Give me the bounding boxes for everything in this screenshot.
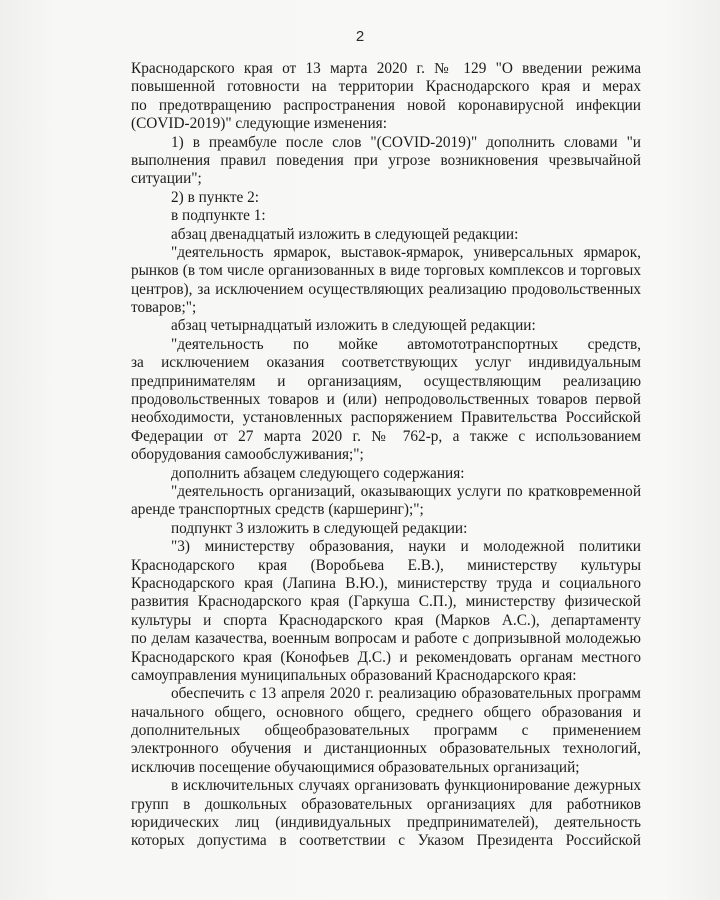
document-line: в исключительных случаях организовать функционирование дежурных [171,777,641,795]
document-line: "деятельность организаций, оказывающих услуги по кратковременной [171,482,641,500]
document-line: ситуации"; [131,170,202,188]
document-line: (COVID-2019)" следующие изменения: [131,115,387,133]
document-line: обеспечить с 13 апреля 2020 г. реализацию образовательных программ [171,685,641,703]
document-line: центров), за исключением осуществляющих реализацию продовольственных [131,280,641,298]
document-line: аренде транспортных средств (каршеринг);"; [131,501,424,519]
document-line: Краснодарского края (Воробьева Е.В.), министерству культуры [131,556,641,574]
document-line: абзац двенадцатый изложить в следующей редакции: [171,225,519,243]
document-line: юридических лиц (индивидуальных предпринимателей), деятельность [131,814,641,832]
document-line: начального общего, основного общего, среднего общего образования и [131,703,641,721]
document-line: выполнения правил поведения при угрозе возникновения чрезвычайной [131,151,641,169]
page-number: 2 [355,28,365,45]
document-line: предпринимателям и организациям, осуществляющим реализацию [131,372,641,390]
document-line: дополнительных общеобразовательных программ с применением [131,722,641,740]
document-line: по предотвращению распространения новой коронавирусной инфекции [131,96,641,114]
document-line: развития Краснодарского края (Гаркуша С.П.), министерству физической [131,593,641,611]
document-line: по делам казачества, военным вопросам и работе с допризывной молодежью [131,630,641,648]
document-line: Краснодарского края от 13 марта 2020 г. № 129 "О введении режима [131,60,641,77]
document-line: в подпункте 1: [171,207,266,225]
document-line: Краснодарского края (Конофьев Д.С.) и рекомендовать органам местного [131,648,641,666]
document-line: "деятельность по мойке автомототранспортных средств, [171,335,641,353]
document-line: культуры и спорта Краснодарского края (Марков А.С.), департаменту [131,611,641,629]
document-line: повышенной готовности на территории Краснодарского края и мерах [131,78,641,96]
document-line: "3) министерству образования, науки и молодежной политики [171,538,641,556]
document-line: самоуправления муниципальных образований Краснодарского края: [131,666,577,684]
document-line: 2) в пункте 2: [171,188,260,206]
document-line: за исключением оказания соответствующих услуг индивидуальным [131,354,641,372]
document-line: исключив посещение обучающимися образовательных организаций; [131,758,580,776]
document-line: которых допустима в соответствии с Указом Президента Российской [131,832,641,850]
document-line: электронного обучения и дистанционных образовательных технологий, [131,740,641,758]
document-line: товаров;"; [131,299,197,317]
document-body [131,60,641,851]
document-line: подпункт 3 изложить в следующей редакции: [171,519,468,537]
document-line: абзац четырнадцатый изложить в следующей редакции: [171,317,536,335]
document-line: оборудования самообслуживания;"; [131,446,364,464]
document-line: Краснодарского края (Лапина В.Ю.), министерству труда и социального [131,574,641,592]
document-line: 1) в преамбуле после слов "(COVID-2019)" дополнить словами "и [171,133,641,151]
document-line: продовольственных товаров и (или) непродовольственных товаров первой [131,391,641,409]
document-line: дополнить абзацем следующего содержания: [171,464,465,482]
document-line: Федерации от 27 марта 2020 г. № 762-р, а также с использованием [131,427,641,445]
document-line: "деятельность ярмарок, выставок-ярмарок, универсальных ярмарок, [171,243,641,261]
document-line: рынков (в том числе организованных в виде торговых комплексов и торговых [131,262,641,280]
document-line: групп в дошкольных образовательных организациях для работников [131,795,641,813]
document-line: необходимости, установленных распоряжением Правительства Российской [131,409,641,427]
